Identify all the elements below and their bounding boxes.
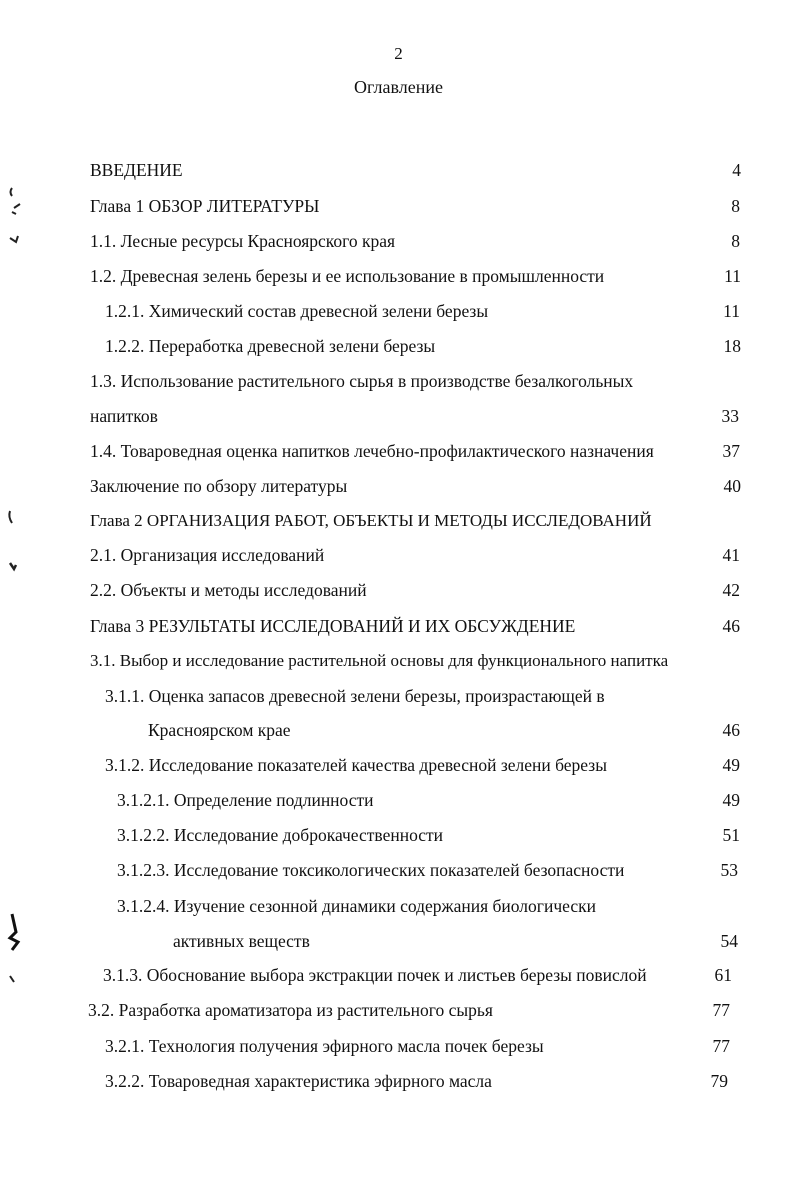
toc-entry-page: 4 <box>732 160 741 180</box>
toc-entry-text: 1.2.2. Переработка древесной зелени березы <box>105 336 436 356</box>
toc-entry-text: 1.3. Использование растительного сырья в производстве безалкогольных <box>90 371 634 391</box>
toc-entry-text: Глава 1 ОБЗОР ЛИТЕРАТУРЫ <box>90 196 320 216</box>
toc-entry-page: 41 <box>722 545 740 565</box>
toc-entry-page: 11 <box>724 266 741 286</box>
toc-entry-text: 3.1.3. Обоснование выбора экстракции почек и листьев березы повислой <box>103 965 647 985</box>
toc-entry-text: 3.1.2.4. Изучение сезонной динамики содержания биологически <box>117 896 596 916</box>
scan-artifact <box>2 180 26 250</box>
toc-entry-text: напитков <box>90 406 158 426</box>
toc-entry-page: 61 <box>714 965 732 985</box>
toc-entry-text: активных веществ <box>173 931 310 951</box>
toc-entry-text: 2.2. Объекты и методы исследований <box>90 580 367 600</box>
toc-entry-page: 18 <box>723 336 741 356</box>
toc-entry-page: 11 <box>723 301 740 321</box>
toc-entry-text: Глава 3 РЕЗУЛЬТАТЫ ИССЛЕДОВАНИЙ И ИХ ОБСУЖДЕНИЕ <box>90 616 576 636</box>
toc-entry-page: 8 <box>731 196 740 216</box>
toc-entry-page: 49 <box>722 790 740 810</box>
toc-entry-page: 46 <box>722 720 740 740</box>
toc-entry-text: 3.1.1. Оценка запасов древесной зелени березы, произрастающей в <box>105 686 605 706</box>
toc-entry-page: 77 <box>712 1036 730 1056</box>
toc-entry-page: 37 <box>722 441 740 461</box>
toc-entry-text: 3.1.2. Исследование показателей качества древесной зелени березы <box>105 755 607 775</box>
toc-entry-text: 1.1. Лесные ресурсы Красноярского края <box>90 231 396 251</box>
toc-entry-page: 49 <box>722 755 740 775</box>
page-number: 2 <box>394 44 403 63</box>
toc-entry-page: 42 <box>722 580 740 600</box>
toc-entry-page: 40 <box>723 476 741 496</box>
toc-title: Оглавление <box>354 77 443 97</box>
toc-entry-text: ВВЕДЕНИЕ <box>90 160 183 180</box>
toc-entry-page: 79 <box>710 1071 728 1091</box>
toc-entry-text: 3.2. Разработка ароматизатора из растительного сырья <box>88 1000 493 1020</box>
toc-entry-text: 3.2.2. Товароведная характеристика эфирного масла <box>105 1071 492 1091</box>
toc-entry-page: 51 <box>722 825 740 845</box>
toc-entry-text: 3.1.2.3. Исследование токсикологических показателей безопасности <box>117 860 625 880</box>
toc-entry-text: 3.1.2.2. Исследование доброкачественности <box>117 825 444 845</box>
toc-entry-text: 3.1.2.1. Определение подлинности <box>117 790 374 810</box>
scan-artifact <box>2 910 26 990</box>
toc-entry-page: 46 <box>722 616 740 636</box>
toc-entry-text: 3.2.1. Технология получения эфирного масла почек березы <box>105 1036 544 1056</box>
toc-entry-text: 1.2. Древесная зелень березы и ее использование в промышленности <box>90 266 605 286</box>
toc-entry-page: 8 <box>731 231 740 251</box>
toc-entry-text: Красноярском крае <box>148 720 291 740</box>
toc-entry-text: Заключение по обзору литературы <box>90 476 348 496</box>
toc-entry-page: 33 <box>721 406 739 426</box>
toc-entry-text: 2.1. Организация исследований <box>90 545 325 565</box>
toc-entry-text: 3.1. Выбор и исследование растительной основы для функционального напитка <box>90 651 669 670</box>
toc-entry-text: 1.4. Товароведная оценка напитков лечебно-профилактического назначения <box>90 441 654 461</box>
toc-entry-page: 53 <box>720 860 738 880</box>
toc-entry-page: 77 <box>712 1000 730 1020</box>
toc-entry-text: 1.2.1. Химический состав древесной зелени березы <box>105 301 489 321</box>
toc-entry-page: 54 <box>720 931 738 951</box>
scan-artifact <box>2 505 22 575</box>
toc-entry-text: Глава 2 ОРГАНИЗАЦИЯ РАБОТ, ОБЪЕКТЫ И МЕТОДЫ ИССЛЕДОВАНИЙ <box>90 511 652 530</box>
